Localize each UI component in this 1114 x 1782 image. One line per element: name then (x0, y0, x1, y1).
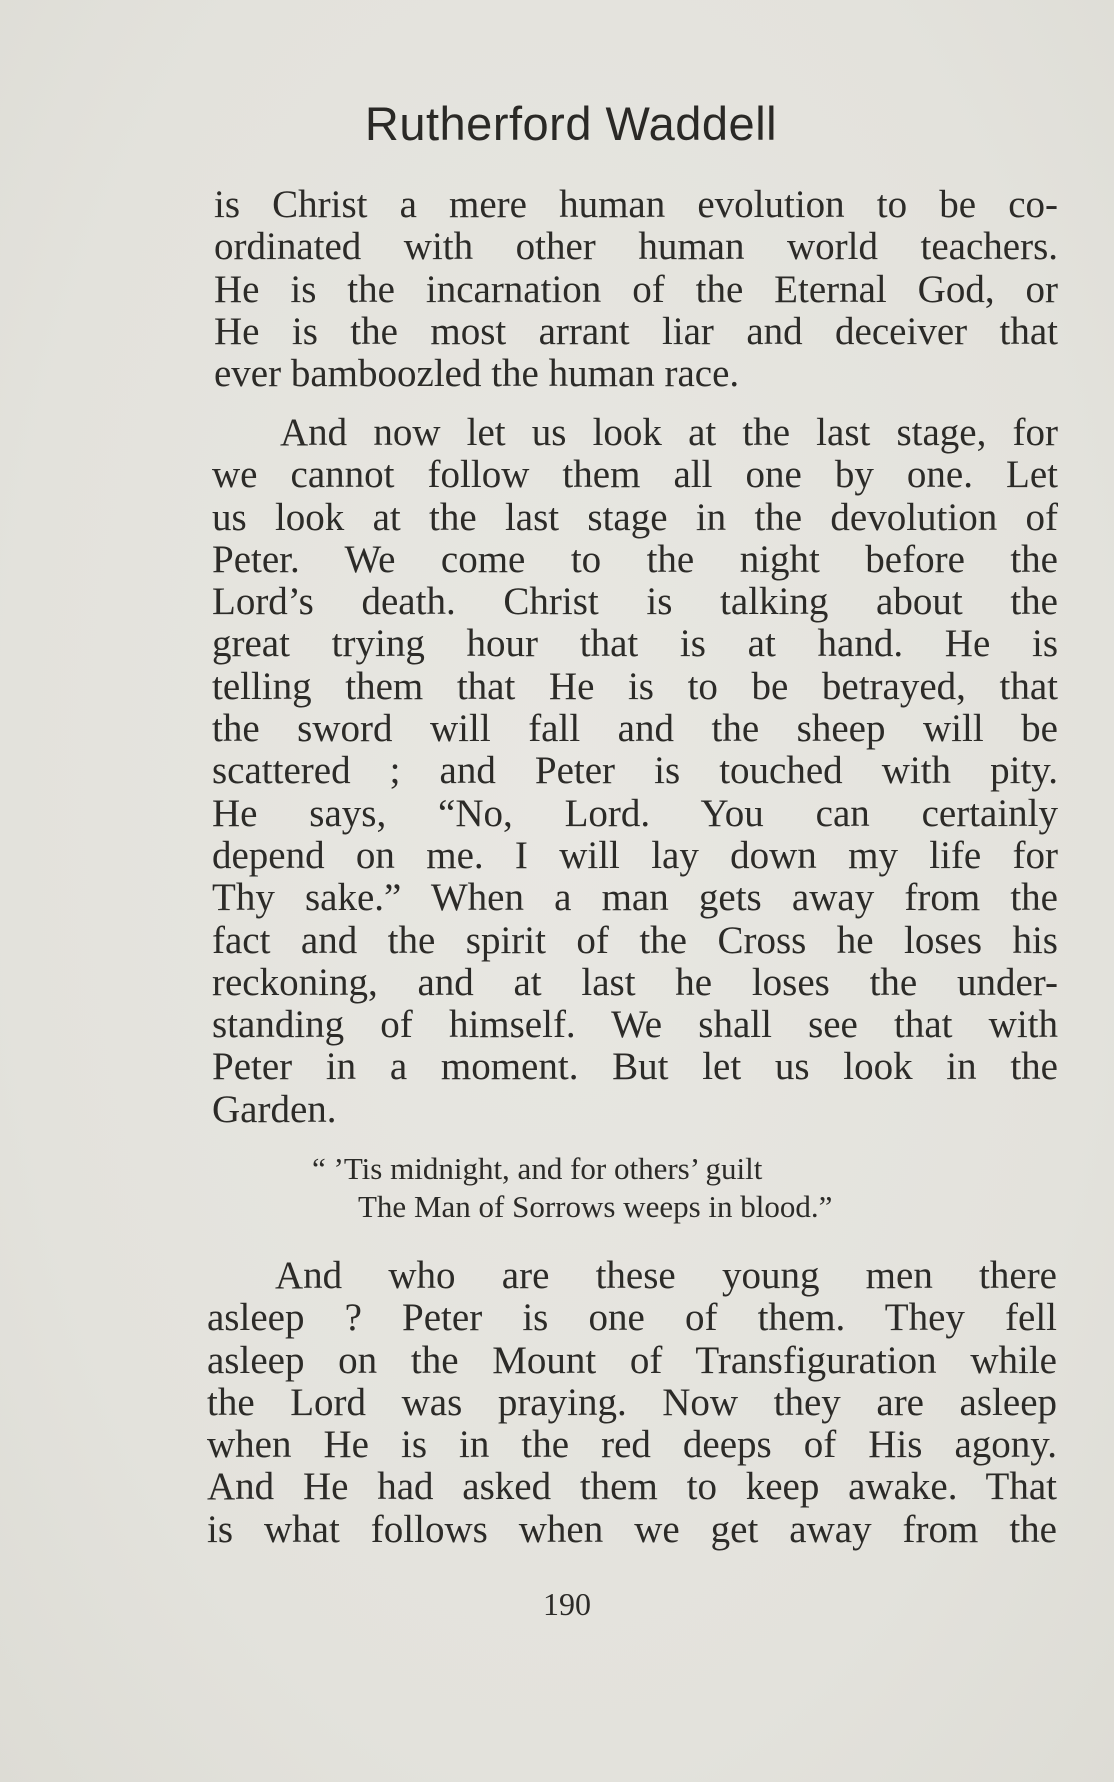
running-head: Rutherford Waddell (364, 97, 778, 150)
text-line: Thy sake.” When a man gets away from the (212, 876, 1058, 920)
text-line: the sword will fall and the sheep will be (212, 707, 1058, 751)
text-line: He is the most arrant liar and deceiver that (214, 309, 1058, 353)
text-line: Peter. We come to the night before the (212, 537, 1058, 581)
text-line: is what follows when we get away from the (207, 1507, 1057, 1551)
text-line: when He is in the red deeps of His agony. (207, 1423, 1057, 1467)
verse-line-1: “ ’Tis midnight, and for others’ guilt (312, 1151, 763, 1186)
text-line: the Lord was praying. Now they are asleep (207, 1380, 1057, 1424)
text-line: great trying hour that is at hand. He is (212, 622, 1058, 666)
paragraph-3 (207, 1255, 1057, 1551)
text-line: asleep on the Mount of Transfiguration while (207, 1338, 1057, 1382)
text-line: scattered ; and Peter is touched with pity. (212, 749, 1058, 793)
text-line: He is the incarnation of the Eternal God, or (214, 267, 1058, 311)
text-line: standing of himself. We shall see that with (212, 1003, 1058, 1047)
text-line: telling them that He is to be betrayed, that (212, 664, 1058, 708)
text-line: And He had asked them to keep awake. That (207, 1465, 1057, 1509)
text-line: He says, “No, Lord. You can certainly (212, 791, 1058, 835)
text-line: fact and the spirit of the Cross he loses his (212, 918, 1058, 962)
paragraph-1 (214, 184, 1058, 395)
text-line: depend on me. I will lay down my life for (212, 833, 1058, 877)
text-line: ordinated with other human world teachers. (214, 225, 1058, 269)
text-line: ever bamboozled the human race. (214, 352, 740, 396)
text-line: And now let us look at the last stage, for (280, 411, 1058, 454)
text-line: is Christ a mere human evolution to be co- (214, 183, 1058, 226)
text-line: we cannot follow them all one by one. Let (212, 453, 1058, 497)
text-line: And who are these young men there (275, 1254, 1057, 1297)
verse-line-2: The Man of Sorrows weeps in blood.” (358, 1189, 833, 1224)
paragraph-2 (212, 412, 1058, 1131)
text-line: us look at the last stage in the devolution of (212, 495, 1058, 539)
page-number: 190 (543, 1586, 591, 1622)
text-line: Lord’s death. Christ is talking about the (212, 580, 1058, 624)
text-line: reckoning, and at last he loses the under- (212, 960, 1058, 1004)
text-line: Peter in a moment. But let us look in the (212, 1045, 1058, 1089)
text-line: asleep ? Peter is one of them. They fell (207, 1296, 1057, 1340)
text-line: Garden. (212, 1087, 337, 1131)
